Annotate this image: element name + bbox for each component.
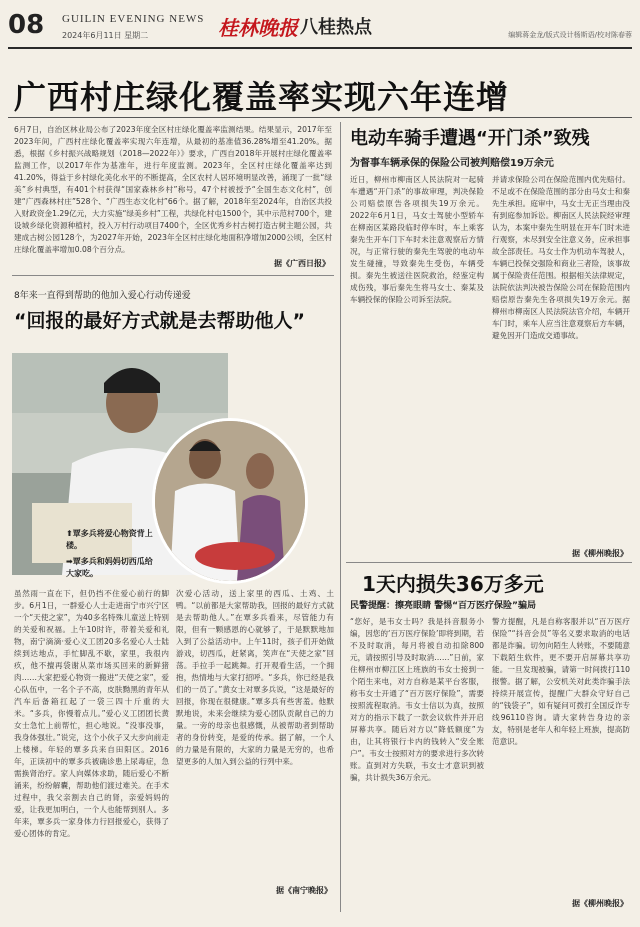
header-rule (8, 47, 632, 49)
article-kindness-kicker: 8年来一直得到帮助的他加入爱心行动传递爱 (14, 291, 191, 301)
article-scam-title: 1天内损失36万多元 (362, 572, 544, 596)
editor-credits: 编辑蒋金龙/版式设计杨斯语/校对陈春蓉 (508, 31, 632, 39)
newspaper-english-name: GUILIN EVENING NEWS (62, 13, 205, 25)
divider (12, 275, 334, 276)
page-number: 08 (8, 10, 45, 40)
main-headline: 广西村庄绿化覆盖率实现六年连增 (14, 78, 510, 116)
caption-marker-icon: ➡ (66, 557, 73, 566)
caption-marker-icon: ⬆ (66, 529, 73, 538)
article-kindness-body-right: 次爱心活动，送上家里的西瓜、土鸡、土鸭。“以前都是大家帮助我，回报的最好方式就是去帮助他人。”在覃多兵看来，尽管能力有限，但有一颗感恩的心就够了，于是默默地加入到了公益活动中。上午11时，孩子们开始做游戏，切西瓜，赶紧离，笑声在“天使之家”回荡。手拉手一起跳舞。打开观看生活，一个拥抱，热情地与大家打招呼。“多兵，你已经是我们的一员了。”黄女士对覃多兵说，“这是最好的回报，你现在很健康。”覃多兵有些害羞。他默默地说，未来会继续为爱心团队贡献自己的力量。一旁的母亲也很感慨，从被帮助者到帮助者的身份转变，是爱的传承。据了解，一个人的力量是有限的，大家的力量是无穷的，也希望更多的人加入到公益的行列中来。 (176, 589, 334, 766)
article-greening-source: 据《广西日报》 (274, 259, 330, 268)
article-kindness-body-left: 虽然雨一直在下，但仍挡不住爱心前行的脚步。6月1日，一群爱心人士走进南宁市兴宁区一个“天使之家”，为40多名特殊儿童送上特别的关爱和祝福。上午10时许，带着关爱和礼物，南宁滴滴·爱心义工团20多名爱心人士陆续到达地点，手忙脚乱不歇，家里，我很内疚，他不擅再袋谢从菜市场买回来的新鲜猪肉……大家把爱心物资一搬进“天使之家”，爱心队伍中，一名个子不高，皮肤黝黑的青年从汽车后备箱扛起了一袋三四十斤重的大米。“多兵，你慢着点儿。”爱心义工团团长黄女士急忙上前帮忙，担心地说。“没事没事，我身体强壮。”说完，这个小伙子又大步向前走上楼梯。年轻的覃多兵来自田阳区。2016年，正读初中的覃多兵被确诊患上尿毒症，急需换肾治疗。家人向媒体求助，随后爱心不断涌来，纷纷解囊，帮助他们渡过难关。在手术过程中，我父亲割去自己的肾，亲爱妈妈的爱，让我更加明白，一个人也能帮到别人。多年来，覃多兵一家身体力行回报爱心，获得了爱心团体的肯定。 (14, 589, 169, 838)
mother-son-watermelon-photo (152, 418, 308, 584)
article-dooring-body-col2: 并请求保险公司在保险范围内优先赔付。不足或不在保险范围的部分由马女士和秦先生承担。庭审中，马女士无正当理由没有到庭参加诉讼。柳南区人民法院经审理认为，本案中秦先生明显在开车门时未进行观察，未尽到安全注意义务，应承担事故全部责任。马女士作为机动车驾驶人，车辆已投保交强险和商业三者险，该事故属于保险责任范围。根据相关法律规定，法院依法判决被告保险公司在保险范围内赔偿原告秦先生各项损失19万余元。据柳州市柳南区人民法院法官介绍，车辆开车门时，乘车人应当注意观察后方车辆，避免因开门造成交通事故。 (492, 175, 630, 340)
article-dooring-source: 据《柳州晚报》 (572, 549, 628, 558)
article-scam-source: 据《柳州晚报》 (572, 899, 628, 908)
caption-cutting-watermelon: ➡覃多兵和妈妈切西瓜给大家吃。 (66, 557, 153, 578)
headline-rule (8, 117, 632, 118)
article-greening-body: 6月7日，自治区林业局公布了2023年度全区村庄绿化覆盖率监测结果。结果显示，2017年至2023年间，广西村庄绿化覆盖率实现六年连增，从最初的基准值36.28%增至41.20%。据悉，根据《乡村振兴战略规划（2018—2022年）》要求，广西自2018年开展村庄绿化覆盖率监测工作，以2017年作为基准年，进行年度监测。2023年，全区村庄绿化覆盖率达到41.20%，得益于乡村绿化美化水平的不断提高，全区农村人居环境明显改善，涌现了一批“绿美”乡村典型，有401个村获得“国家森林乡村”称号，47个村被授予“全国生态文化村”，创建“广西森林村庄”528个、“广西生态文化村”66个。据了解，2018年至2024年，自治区共投入财政资金1.29亿元，大力实施“绿美乡村”工程，共绿化村屯1500个，其中示范村700个，建设城乡绿化资源种植村，投入万村行动项目7400个，全区优秀乡村古树打造古树主题公园，共建成古树公园128个，为2027年开始，2023年全区村庄绿化地面积净增加2000公顷，全区村庄绿化覆盖率增加0.08个百分点。 (14, 125, 332, 254)
section-title: 八桂热点 (300, 17, 372, 38)
article-scam-body-col1: “您好，是韦女士吗？我是抖音服务小编，因您的‘百万医疗保险’即将到期，若不及时取消，每月将被自动扣除800元，请按照引导及时取消……”日前，家住柳州市柳江区上班族的韦女士接到一个陌生来电，对方自称是某平台客服，称韦女士开通了“百万医疗保险”，需要按照流程取消。韦女士信以为真，按照对方的指示下载了一款会议软件并开启屏幕共享。随后对方以“降低额度”为由，让其将银行卡内的钱转入“安全账户”。韦女士按照对方的要求进行多次转账。直到对方失联，韦女士才意识到被骗，共计损失36万余元。 (350, 617, 484, 782)
caption-carrying-supplies: ⬆覃多兵将爱心物资背上楼。 (66, 529, 153, 550)
newspaper-logo: 桂林晚报 (218, 16, 298, 40)
article-scam-subtitle: 民警提醒：擦亮眼睛 警惕“百万医疗保险”骗局 (350, 601, 536, 611)
article-kindness-source: 据《南宁晚报》 (276, 886, 332, 895)
article-kindness-title: “回报的最好方式就是去帮助他人” (14, 310, 305, 332)
page-header (0, 0, 640, 48)
article-dooring-body-col1: 近日，柳州市柳南区人民法院对一起骑车遭遇“开门杀”的事故审理，判决保险公司赔偿原告各项损失19万余元。2022年6月1日，马女士驾驶小型轿车在柳南区某路段临时停车时，车上乘客秦先生开车门下车时未注意观察后方情况，与正常行驶的秦先生驾驶的电动车发生碰撞，导致秦先生受伤，车辆受损。秦先生被送往医院救治，经鉴定构成伤残，事后秦先生将马女士、秦某及车辆投保的保险公司诉至法院。 (350, 175, 484, 304)
article-dooring-subtitle: 为督事车辆承保的保险公司被判赔偿19万余元 (350, 158, 554, 169)
article-scam-body-col2: 警方提醒，凡是自称客服并以“百万医疗保险”“抖音会员”等名义要求取消的电话都是诈骗。切勿向陌生人转账，不要随意下载陌生软件，更不要开启屏幕共享功能。一旦发现被骗，请第一时间拨打110报警。据了解，公安机关对此类诈骗手法持续开展宣传，提醒广大群众守好自己的“钱袋子”，如有疑问可拨打全国反诈专线96110咨询。请大家转告身边的亲友，特别是老年人和年轻上班族，提高防范意识。 (492, 617, 630, 746)
issue-date: 2024年6月11日 星期二 (62, 31, 149, 40)
article-dooring-title: 电动车骑手遭遇“开门杀”致残 (350, 128, 590, 149)
divider (346, 562, 632, 563)
column-divider (340, 122, 341, 912)
